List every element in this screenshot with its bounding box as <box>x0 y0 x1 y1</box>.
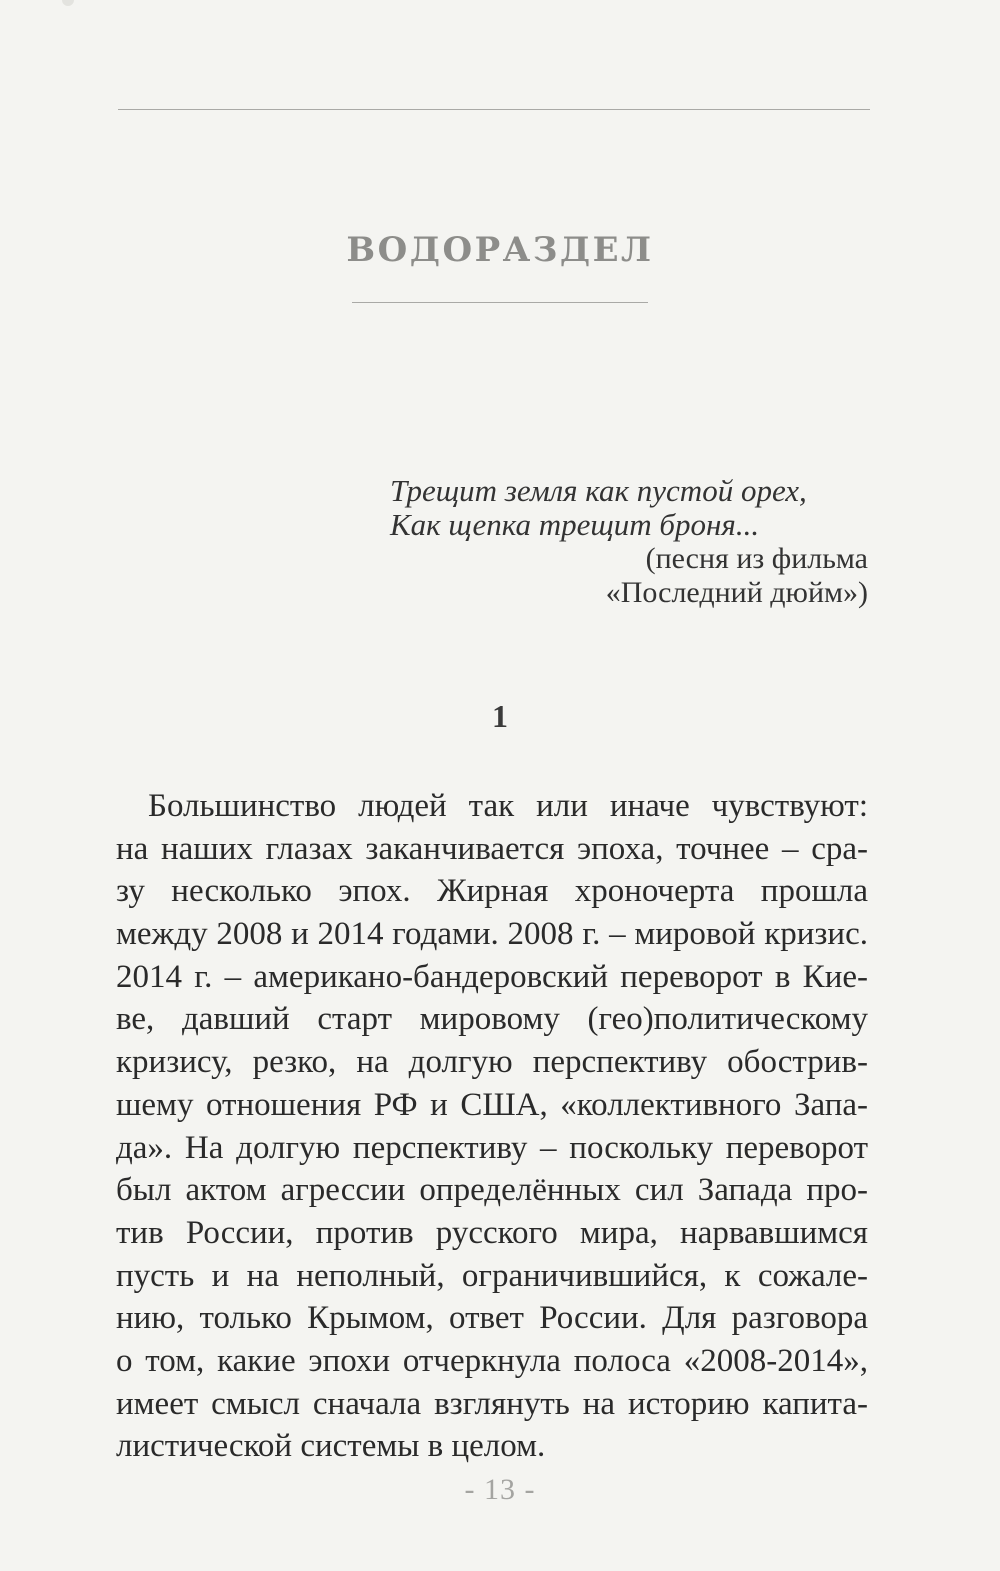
epigraph-source-line: (песня из фильма <box>645 542 868 575</box>
epigraph <box>390 474 868 610</box>
body-line: нию, только Крымом, ответ России. Для разговора <box>116 1300 868 1337</box>
body-line: Большинство людей так или иначе чувствуют: <box>148 788 868 824</box>
chapter-title: ВОДОРАЗДЕЛ <box>346 230 654 270</box>
body-line: 2014 г. – американо-бандеровский переворот в Кие- <box>116 958 868 995</box>
body-line: шему отношения РФ и США, «коллективного Запа- <box>116 1086 868 1123</box>
title-underline-rule <box>352 302 648 303</box>
epigraph-line: Трещит земля как пустой орех, <box>390 473 807 508</box>
scan-corner-mark <box>62 0 74 6</box>
header-rule <box>118 109 870 110</box>
body-line: между 2008 и 2014 годами. 2008 г. – мировой кризис. <box>116 916 868 953</box>
section-number: 1 <box>492 698 508 734</box>
page-number: - 13 - <box>464 1473 536 1506</box>
body-line: пусть и на неполный, ограничившийся, к сожале- <box>116 1257 868 1294</box>
body-line: тив России, против русского мира, нарвавшимся <box>116 1214 868 1251</box>
epigraph-line: Как щепка трещит броня... <box>390 507 760 542</box>
body-line: был актом агрессии определённых сил Запада про- <box>116 1172 868 1209</box>
body-line: о том, какие эпохи отчеркнула полоса «2008-2014», <box>116 1342 868 1379</box>
body-line: имеет смысл сначала взглянуть на историю капита- <box>116 1385 868 1422</box>
body-line: зу несколько эпох. Жирная хроночерта прошла <box>116 873 868 910</box>
body-line: да». На долгую перспективу – поскольку переворот <box>116 1129 868 1166</box>
body-line: листической системы в целом. <box>116 1428 546 1465</box>
body-line: на наших глазах заканчивается эпоха, точнее – сра- <box>116 830 868 867</box>
epigraph-source-line: «Последний дюйм») <box>605 576 868 609</box>
body-paragraph <box>116 785 868 1468</box>
body-line: ве, давший старт мировому (гео)политическому <box>116 1001 868 1038</box>
body-line: кризису, резко, на долгую перспективу обострив- <box>116 1044 868 1081</box>
